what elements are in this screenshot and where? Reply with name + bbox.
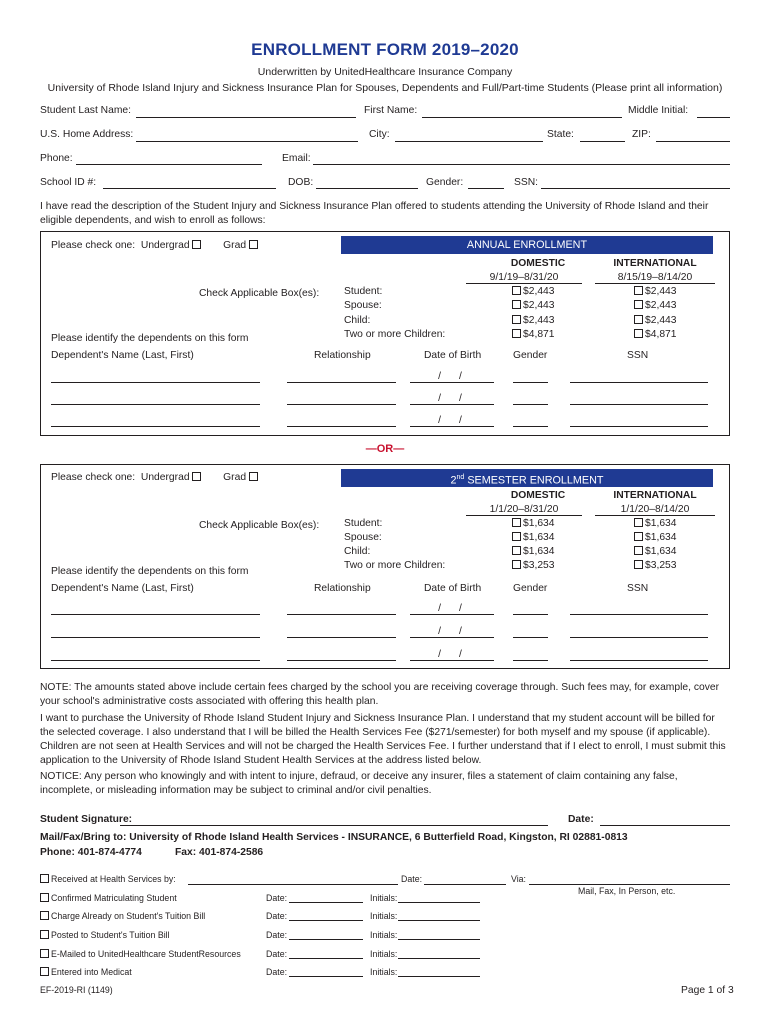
- semester-domestic-option[interactable]: [512, 518, 555, 529]
- checkbox-icon[interactable]: [40, 911, 49, 920]
- office-date-label: Date:: [266, 911, 288, 921]
- gender-label: Gender:: [426, 177, 464, 188]
- semester-relationship-header: Relationship: [314, 583, 371, 594]
- semester-dob-header: Date of Birth: [424, 583, 482, 594]
- price: $2,443: [523, 315, 555, 326]
- office-date-field[interactable]: [289, 939, 363, 940]
- office-item-emailed: [40, 949, 241, 959]
- dep-relationship-field[interactable]: [287, 426, 396, 427]
- dep-name-field[interactable]: [51, 614, 260, 615]
- annual-domestic-heading: DOMESTIC: [510, 258, 566, 269]
- semester-domestic-heading: DOMESTIC: [510, 490, 566, 501]
- received-date-label: Date:: [401, 874, 423, 884]
- signature-label: Student Signature:: [40, 814, 133, 825]
- office-date-label: Date:: [266, 930, 288, 940]
- last-name-label: Student Last Name:: [40, 105, 132, 116]
- dep-relationship-field[interactable]: [287, 614, 396, 615]
- office-item-posted: [40, 930, 170, 940]
- office-date-label: Date:: [266, 949, 288, 959]
- date-separator: /: [438, 415, 459, 426]
- semester-international-option[interactable]: [634, 532, 677, 543]
- office-date-label: Date:: [266, 967, 288, 977]
- checkbox-icon[interactable]: [512, 300, 521, 309]
- office-initials-field[interactable]: [398, 920, 480, 921]
- ssn-field[interactable]: [541, 188, 730, 189]
- form-code: EF-2019-RI (1149): [40, 985, 113, 995]
- annual-row-children: Two or more Children:: [344, 329, 446, 340]
- undergrad-label: Undergrad: [140, 240, 190, 251]
- banner-number: 2: [450, 474, 457, 487]
- office-date-label: Date:: [266, 893, 288, 903]
- office-initials-label: Initials:: [370, 949, 398, 959]
- dep-relationship-field[interactable]: [287, 637, 396, 638]
- dep-dob-field[interactable]: [410, 415, 494, 427]
- checkbox-icon[interactable]: [512, 546, 521, 555]
- checkbox-icon[interactable]: [634, 300, 643, 309]
- semester-dep-name-header: Dependent's Name (Last, First): [51, 583, 194, 594]
- via-note: Mail, Fax, In Person, etc.: [578, 886, 676, 896]
- office-date-field[interactable]: [289, 902, 363, 903]
- annual-row-child: Child:: [344, 315, 371, 326]
- plan-description: University of Rhode Island Injury and Sickness Insurance Plan for Spouses, Dependents and Full/Part-time Students (Please print all information): [47, 82, 723, 94]
- received-by-field[interactable]: [188, 884, 398, 885]
- annual-international-option[interactable]: [634, 286, 677, 297]
- dep-gender-field[interactable]: [513, 614, 548, 615]
- banner-text: SEMESTER ENROLLMENT: [467, 474, 604, 487]
- semester-international-heading: INTERNATIONAL: [613, 490, 697, 501]
- checkbox-icon[interactable]: [512, 560, 521, 569]
- first-name-label: First Name:: [364, 105, 418, 116]
- office-date-field[interactable]: [289, 958, 363, 959]
- via-field[interactable]: [529, 884, 730, 885]
- office-initials-label: Initials:: [370, 930, 398, 940]
- checkbox-icon[interactable]: [634, 546, 643, 555]
- annual-row-student: Student:: [344, 286, 383, 297]
- intro-text: I have read the description of the Student Injury and Sickness Insurance Plan offered to students attending the University of Rhode Island and their eligible dependents, and wish to enroll as follows:: [40, 201, 709, 226]
- date-separator: /: [438, 371, 459, 382]
- office-initials-label: Initials:: [370, 893, 398, 903]
- dep-relationship-field[interactable]: [287, 382, 396, 383]
- signature-date-label: Date:: [568, 814, 594, 825]
- dep-name-field[interactable]: [51, 404, 260, 405]
- annual-domestic-option[interactable]: [512, 286, 555, 297]
- office-initials-label: Initials:: [370, 967, 398, 977]
- price: $2,443: [523, 300, 555, 311]
- dep-gender-field[interactable]: [513, 660, 548, 661]
- semester-row-child: Child:: [344, 546, 371, 557]
- checkbox-icon[interactable]: [634, 518, 643, 527]
- checkbox-icon[interactable]: [40, 967, 49, 976]
- date-separator: /: [438, 603, 459, 614]
- annual-ssn-header: SSN: [627, 350, 649, 361]
- banner-ordinal: nd: [456, 474, 465, 481]
- price: $2,443: [645, 300, 677, 311]
- annual-international-option[interactable]: [634, 300, 677, 311]
- fraud-notice: NOTICE: Any person who knowingly and with intent to injure, defraud, or deceive any insurer, files a statement of claim containing any false, incomplete, or misleading information may be subject to criminal and/or civil penalties.: [40, 771, 678, 796]
- dep-name-field[interactable]: [51, 382, 260, 383]
- semester-international-option[interactable]: [634, 560, 677, 571]
- price: $2,443: [523, 286, 555, 297]
- office-item-label: E-Mailed to UnitedHealthcare StudentResources: [51, 949, 241, 959]
- dep-gender-field[interactable]: [513, 637, 548, 638]
- via-label: Via:: [511, 874, 526, 884]
- dep-ssn-field[interactable]: [570, 637, 708, 638]
- date-separator: /: [459, 393, 480, 404]
- semester-international-dates: 1/1/20–8/14/20: [595, 504, 715, 516]
- middle-initial-field[interactable]: [697, 117, 730, 118]
- dob-label: DOB:: [288, 177, 314, 188]
- office-item-label: Charge Already on Student's Tuition Bill: [51, 911, 206, 921]
- fees-note: NOTE: The amounts stated above include certain fees charged by the school you are receiving coverage through. Such fees may, for example, cover your school's administrative costs associated with offering this health plan.: [40, 682, 720, 707]
- dep-name-field[interactable]: [51, 660, 260, 661]
- form-title: ENROLLMENT FORM 2019–2020: [251, 40, 519, 59]
- checkbox-icon[interactable]: [512, 518, 521, 527]
- or-divider: —OR—: [365, 443, 405, 455]
- annual-row-spouse: Spouse:: [344, 300, 382, 311]
- dep-ssn-field[interactable]: [570, 614, 708, 615]
- office-initials-field[interactable]: [398, 976, 480, 977]
- signature-field[interactable]: [120, 825, 548, 826]
- office-initials-label: Initials:: [370, 911, 398, 921]
- page-number: Page 1 of 3: [681, 985, 734, 996]
- price: $1,634: [645, 518, 677, 529]
- office-date-field[interactable]: [289, 976, 363, 977]
- phone-field[interactable]: [76, 164, 262, 165]
- checkbox-icon[interactable]: [512, 532, 521, 541]
- annual-domestic-option[interactable]: [512, 300, 555, 311]
- dep-ssn-field[interactable]: [570, 404, 708, 405]
- received-label: Received at Health Services by:: [51, 874, 176, 884]
- checkbox-icon[interactable]: [634, 315, 643, 324]
- price: $3,253: [523, 560, 555, 571]
- dep-dob-field[interactable]: [410, 649, 494, 661]
- checkbox-icon[interactable]: [634, 532, 643, 541]
- agreement-text: I want to purchase the University of Rhode Island Student Injury and Sickness Insurance Plan. I understand that my student account will be billed for the selected coverage. I also understand that I will be billed the Health Services Fee ($271/semester) for both myself and my spouse (if applicable). Children are not seen at Health Services and will not be charged the Health Services Fee. I further understand that if I elect to enroll, I must submit this application to the University of Rhode Island Student Health Services at the address listed below.: [40, 713, 726, 766]
- checkbox-icon[interactable]: [634, 286, 643, 295]
- dep-dob-field[interactable]: [410, 371, 494, 383]
- dep-ssn-field[interactable]: [570, 426, 708, 427]
- office-item-label: Posted to Student's Tuition Bill: [51, 930, 170, 940]
- zip-label: ZIP:: [632, 129, 651, 140]
- price: $4,871: [523, 329, 555, 340]
- annual-dep-name-header: Dependent's Name (Last, First): [51, 350, 194, 361]
- office-initials-field[interactable]: [398, 939, 480, 940]
- annual-international-option[interactable]: [634, 315, 677, 326]
- semester-row-student: Student:: [344, 518, 383, 529]
- semester-domestic-option[interactable]: [512, 546, 555, 557]
- mail-address: Mail/Fax/Bring to: University of Rhode Island Health Services - INSURANCE, 6 Butterfield Road, Kingston, RI 02881-0813: [40, 832, 628, 843]
- first-name-field[interactable]: [422, 117, 622, 118]
- annual-enrollment-banner: ANNUAL ENROLLMENT: [341, 236, 713, 254]
- grad-checkbox[interactable]: [249, 240, 258, 249]
- school-id-label: School ID #:: [40, 177, 97, 188]
- price: $1,634: [645, 532, 677, 543]
- annual-gender-header: Gender: [513, 350, 548, 361]
- semester-ssn-header: SSN: [627, 583, 649, 594]
- annual-check-one-label: [51, 240, 260, 251]
- dep-ssn-field[interactable]: [570, 660, 708, 661]
- semester-identify-text: Please identify the dependents on this form: [51, 566, 249, 577]
- checkbox-icon[interactable]: [512, 286, 521, 295]
- date-separator: /: [459, 371, 480, 382]
- annual-identify-text: Please identify the dependents on this form: [51, 333, 249, 344]
- zip-field[interactable]: [656, 141, 730, 142]
- checkbox-icon[interactable]: [634, 560, 643, 569]
- grad-label: Grad: [223, 472, 247, 483]
- annual-domestic-option[interactable]: [512, 315, 555, 326]
- price: $1,634: [645, 546, 677, 557]
- price: $2,443: [645, 315, 677, 326]
- undergrad-checkbox[interactable]: [192, 240, 201, 249]
- office-item-confirmed: [40, 893, 177, 903]
- checkbox-icon[interactable]: [40, 930, 49, 939]
- last-name-field[interactable]: [136, 117, 356, 118]
- date-separator: /: [438, 626, 459, 637]
- semester-domestic-option[interactable]: [512, 532, 555, 543]
- city-field[interactable]: [395, 141, 543, 142]
- dep-gender-field[interactable]: [513, 382, 548, 383]
- dep-gender-field[interactable]: [513, 426, 548, 427]
- phone-number: Phone: 401-874-4774: [40, 847, 142, 858]
- received-date-field[interactable]: [424, 884, 506, 885]
- checkbox-icon[interactable]: [634, 329, 643, 338]
- dep-relationship-field[interactable]: [287, 660, 396, 661]
- grad-checkbox[interactable]: [249, 472, 258, 481]
- undergrad-label: Undergrad: [140, 472, 190, 483]
- grad-label: Grad: [223, 240, 247, 251]
- date-separator: /: [438, 649, 459, 660]
- address-label: U.S. Home Address:: [40, 129, 134, 140]
- state-field[interactable]: [580, 141, 625, 142]
- state-label: State:: [547, 129, 574, 140]
- middle-initial-label: Middle Initial:: [628, 105, 689, 116]
- semester-enrollment-banner: [341, 469, 713, 487]
- gender-field[interactable]: [468, 188, 504, 189]
- checkbox-icon[interactable]: [40, 893, 49, 902]
- signature-date-field[interactable]: [600, 825, 730, 826]
- fax-number: Fax: 401-874-2586: [175, 847, 264, 858]
- undergrad-checkbox[interactable]: [192, 472, 201, 481]
- semester-applicable-label: Check Applicable Box(es):: [199, 520, 320, 531]
- annual-international-option[interactable]: [634, 329, 677, 340]
- dep-gender-field[interactable]: [513, 404, 548, 405]
- phone-label: Phone:: [40, 153, 73, 164]
- semester-domestic-dates: 1/1/20–8/31/20: [466, 504, 582, 516]
- dep-dob-field[interactable]: [410, 626, 494, 638]
- date-separator: /: [438, 393, 459, 404]
- form-subtitle: Underwritten by UnitedHealthcare Insurance Company: [257, 66, 513, 78]
- price: $2,443: [645, 286, 677, 297]
- check-one-text: Please check one:: [51, 240, 136, 251]
- dep-relationship-field[interactable]: [287, 404, 396, 405]
- school-id-field[interactable]: [103, 188, 276, 189]
- checkbox-icon[interactable]: [512, 315, 521, 324]
- date-separator: /: [459, 649, 480, 660]
- received-by-item: [40, 874, 176, 884]
- office-item-label: Confirmed Matriculating Student: [51, 893, 177, 903]
- semester-check-one-label: [51, 472, 260, 483]
- semester-row-spouse: Spouse:: [344, 532, 382, 543]
- price: $1,634: [523, 518, 555, 529]
- checkbox-icon[interactable]: [40, 949, 49, 958]
- semester-row-children: Two or more Children:: [344, 560, 446, 571]
- office-initials-field[interactable]: [398, 958, 480, 959]
- dep-name-field[interactable]: [51, 637, 260, 638]
- office-item-charge: [40, 911, 205, 921]
- date-separator: /: [459, 603, 480, 614]
- checkbox-icon[interactable]: [40, 874, 49, 883]
- check-one-text: Please check one:: [51, 472, 136, 483]
- city-label: City:: [369, 129, 390, 140]
- annual-international-dates: 8/15/19–8/14/20: [595, 272, 715, 284]
- office-initials-field[interactable]: [398, 902, 480, 903]
- ssn-label: SSN:: [514, 177, 539, 188]
- date-separator: /: [459, 415, 480, 426]
- dep-dob-field[interactable]: [410, 603, 494, 615]
- date-separator: /: [459, 626, 480, 637]
- annual-applicable-label: Check Applicable Box(es):: [199, 288, 320, 299]
- annual-relationship-header: Relationship: [314, 350, 371, 361]
- semester-international-option[interactable]: [634, 546, 677, 557]
- checkbox-icon[interactable]: [512, 329, 521, 338]
- semester-international-option[interactable]: [634, 518, 677, 529]
- dep-ssn-field[interactable]: [570, 382, 708, 383]
- annual-domestic-dates: 9/1/19–8/31/20: [466, 272, 582, 284]
- office-date-field[interactable]: [289, 920, 363, 921]
- annual-dob-header: Date of Birth: [424, 350, 482, 361]
- annual-international-heading: INTERNATIONAL: [613, 258, 697, 269]
- email-label: Email:: [282, 153, 311, 164]
- email-field[interactable]: [313, 164, 730, 165]
- price: $4,871: [645, 329, 677, 340]
- price: $3,253: [645, 560, 677, 571]
- dob-field[interactable]: [316, 188, 418, 189]
- price: $1,634: [523, 532, 555, 543]
- semester-domestic-option[interactable]: [512, 560, 555, 571]
- address-field[interactable]: [136, 141, 358, 142]
- dep-dob-field[interactable]: [410, 393, 494, 405]
- price: $1,634: [523, 546, 555, 557]
- semester-gender-header: Gender: [513, 583, 548, 594]
- office-item-medicat: [40, 967, 132, 977]
- annual-domestic-option[interactable]: [512, 329, 555, 340]
- dep-name-field[interactable]: [51, 426, 260, 427]
- office-item-label: Entered into Medicat: [51, 967, 132, 977]
